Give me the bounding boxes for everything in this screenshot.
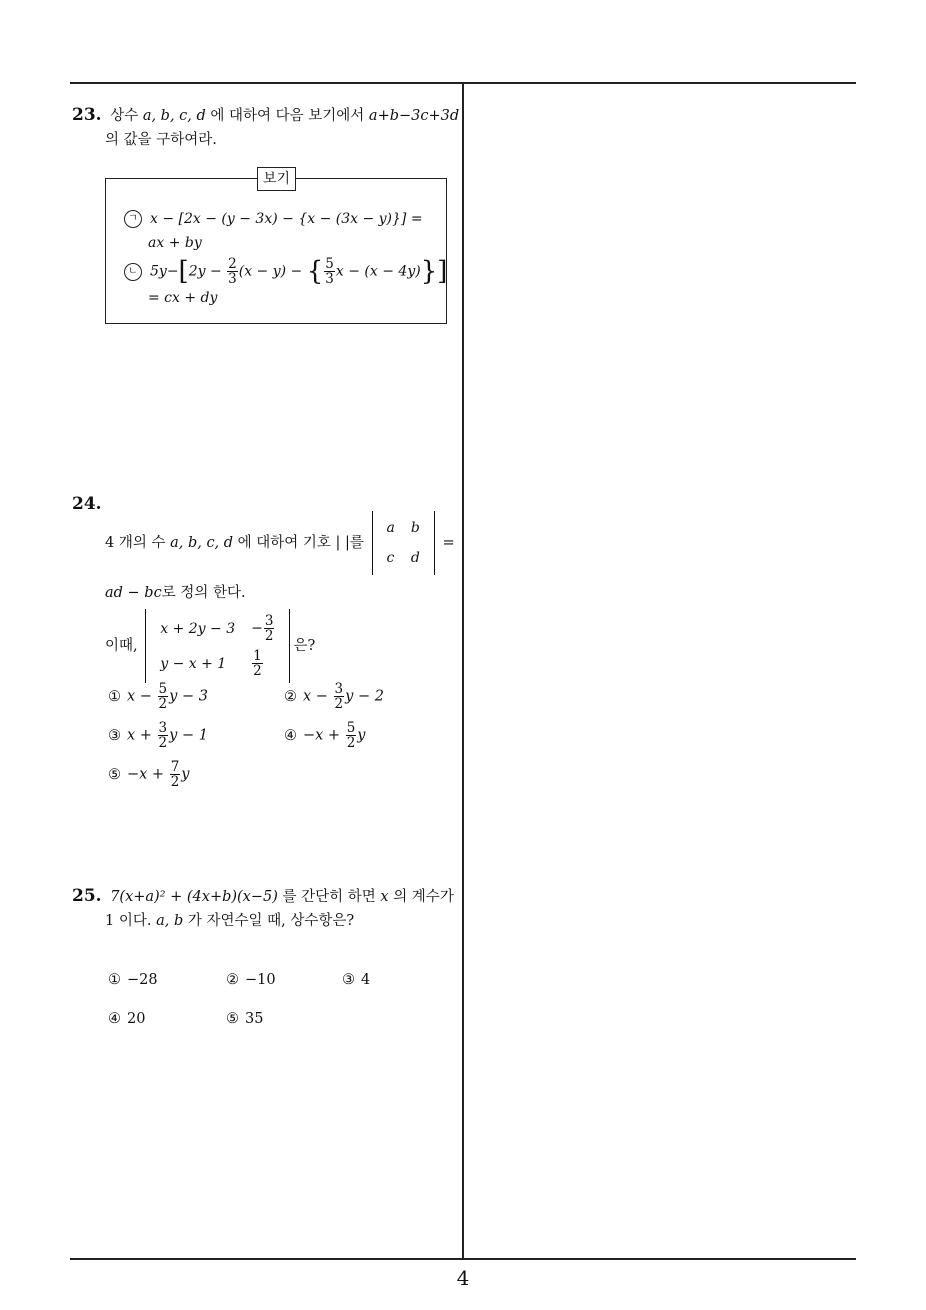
q25-text: 를 간단히 하면 <box>282 889 376 905</box>
choice-fraction <box>158 721 169 750</box>
column-divider <box>462 83 464 1259</box>
fraction-2-3 <box>227 257 238 286</box>
matrix-21: y − x + 1 <box>160 655 227 672</box>
q24-line2 <box>72 581 460 605</box>
choice-fraction <box>346 721 357 750</box>
frac-num: 7 <box>170 759 180 775</box>
choice-mark: ③ <box>108 727 121 744</box>
det-b: b <box>410 520 420 536</box>
choice-mark: ⑤ <box>108 766 121 783</box>
item1-line1: x − [2x − (y − 3x) − {x − (3x − y)}] = <box>150 211 423 227</box>
question-25 <box>72 884 460 933</box>
equals-sign: = <box>442 535 455 551</box>
q25-choice-1[interactable] <box>108 968 158 992</box>
q23-number: 23. <box>72 105 102 125</box>
det-a: a <box>386 520 395 536</box>
choice-mark: ② <box>284 688 297 705</box>
matrix-22 <box>252 649 263 678</box>
choice-pre: −x + <box>127 766 165 783</box>
fraction-5-3 <box>324 257 335 286</box>
item2-line2: = cx + dy <box>148 290 218 306</box>
q23-line1 <box>72 103 460 128</box>
bogi-item-2 <box>124 256 448 287</box>
frac-den: 2 <box>334 696 344 712</box>
det-c: c <box>386 550 395 566</box>
choice-mark: ③ <box>342 972 355 988</box>
frac-den: 2 <box>253 663 262 679</box>
q24-choice-3[interactable] <box>108 721 208 750</box>
q25-choice-4[interactable] <box>108 1007 145 1031</box>
choice-post: y − 2 <box>345 688 384 705</box>
bogi-box <box>105 171 448 324</box>
choice-post: y − 1 <box>169 727 208 744</box>
choice-post: y <box>357 727 366 744</box>
right-brace-icon: } <box>420 256 438 287</box>
choice-pre: x − <box>303 688 328 705</box>
q25-number: 25. <box>72 886 102 906</box>
frac-den: 2 <box>264 628 274 644</box>
q23-text-mid: 에 대하여 다음 보기에서 <box>210 108 365 124</box>
q24-definition: ad − bc <box>105 585 162 601</box>
q25-choice-2[interactable] <box>226 968 276 992</box>
q25-line2-end: 가 자연수일 때, 상수항은? <box>187 913 355 929</box>
determinant-symbol <box>372 511 435 575</box>
q24-choice-4[interactable] <box>284 721 366 750</box>
choice-mark: ① <box>108 972 121 988</box>
item2-c: (x − y) − <box>238 263 303 280</box>
q24-suffix: 은? <box>293 638 316 654</box>
q24-vars: a, b, c, d <box>170 535 234 551</box>
frac-den: 3 <box>228 271 237 287</box>
q25-choice-5[interactable] <box>226 1007 263 1031</box>
choice-pre: x − <box>127 688 152 705</box>
bogi-label: 보기 <box>257 167 296 191</box>
matrix-determinant <box>145 609 290 683</box>
q23-expression: a+b−3c+3d <box>368 108 460 124</box>
frac-den: 2 <box>158 735 168 751</box>
choice-value: 4 <box>361 972 371 988</box>
choice-value: −28 <box>127 972 158 988</box>
matrix-12-sign: − <box>251 620 263 637</box>
q24-choice-1[interactable] <box>108 682 208 711</box>
choice-value: −10 <box>245 972 276 988</box>
q25-xvar: x <box>380 889 389 905</box>
choice-fraction <box>170 760 181 789</box>
frac-den: 2 <box>346 735 356 751</box>
page-number: 4 <box>456 1266 470 1290</box>
frac-den: 2 <box>158 696 168 712</box>
frac-num: 2 <box>228 256 237 272</box>
choice-fraction <box>158 682 169 711</box>
left-brace-icon: { <box>306 256 324 287</box>
frac-num: 3 <box>158 720 168 736</box>
frac-num: 5 <box>325 256 334 272</box>
q25-line1 <box>72 884 460 909</box>
q24-choice-5[interactable] <box>108 760 190 789</box>
q23-vars: a, b, c, d <box>142 108 206 124</box>
choice-mark: ④ <box>108 1011 121 1027</box>
frac-num: 5 <box>346 720 356 736</box>
matrix-12 <box>264 614 275 643</box>
q24-text: 4 개의 수 <box>105 535 166 551</box>
q25-line2 <box>72 909 460 933</box>
matrix-11: x + 2y − 3 <box>160 620 236 637</box>
item2-b: 2y − <box>188 263 222 280</box>
q24-choice-2[interactable] <box>284 682 384 711</box>
q24-definition-text: 로 정의 한다. <box>161 585 246 601</box>
q25-text-end: 의 계수가 <box>393 889 454 905</box>
frac-den: 3 <box>325 271 334 287</box>
q25-expression: 7(x+a)² + (4x+b)(x−5) <box>110 889 278 905</box>
q24-line1 <box>72 511 460 575</box>
q24-text-mid: 에 대하여 기호 | |를 <box>237 535 364 551</box>
frac-num: 5 <box>158 681 168 697</box>
choice-value: 35 <box>245 1011 264 1027</box>
bottom-rule <box>70 1258 856 1260</box>
circle-nieun-mark: ㄴ <box>124 263 142 281</box>
bogi-item-1 <box>124 207 434 231</box>
choice-mark: ⑤ <box>226 1011 239 1027</box>
choice-mark: ④ <box>284 727 297 744</box>
circle-giyeok-mark: ㄱ <box>124 210 142 228</box>
det-d: d <box>410 550 420 566</box>
frac-den: 2 <box>170 774 180 790</box>
q24-prefix: 이때, <box>105 638 138 654</box>
q25-ab: a, b <box>156 913 184 929</box>
bogi-body <box>124 207 448 310</box>
q25-line2-start: 1 이다. <box>105 913 152 929</box>
item1-line2: ax + by <box>148 235 202 251</box>
choice-pre: −x + <box>303 727 341 744</box>
question-24 <box>72 492 460 683</box>
q24-line3 <box>72 609 460 683</box>
right-bracket-icon: ] <box>437 256 448 287</box>
choice-value: 20 <box>127 1011 146 1027</box>
item2-d: x − (x − 4y) <box>335 263 421 280</box>
choice-pre: x + <box>127 727 152 744</box>
choice-mark: ① <box>108 688 121 705</box>
q23-line2: 의 값을 구하여라. <box>105 132 217 148</box>
question-23 <box>72 103 460 152</box>
q25-choice-3[interactable] <box>342 968 370 992</box>
choice-mark: ② <box>226 972 239 988</box>
choice-post: y − 3 <box>169 688 208 705</box>
q24-number: 24. <box>72 494 102 514</box>
frac-num: 3 <box>334 681 344 697</box>
left-bracket-icon: [ <box>178 256 189 287</box>
choice-post: y <box>181 766 190 783</box>
choice-fraction <box>334 682 345 711</box>
frac-num: 1 <box>253 648 262 664</box>
item2-a: 5y− <box>150 263 179 280</box>
frac-num: 3 <box>264 613 274 629</box>
q23-text: 상수 <box>110 108 139 124</box>
